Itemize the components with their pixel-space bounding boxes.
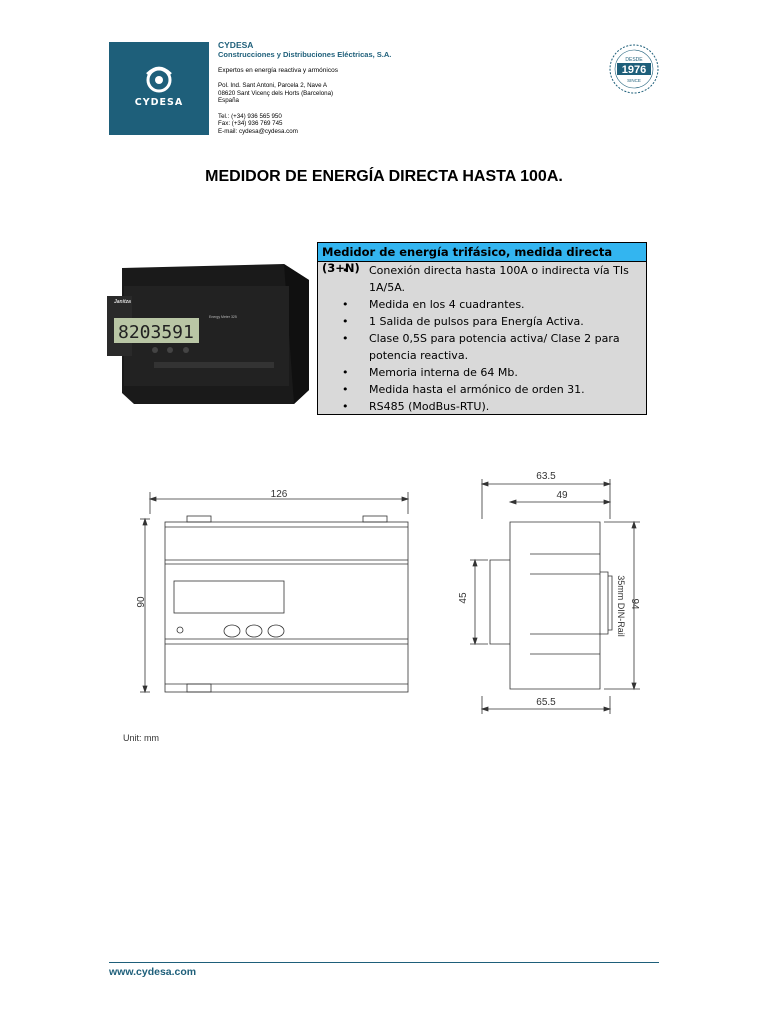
front-view-drawing <box>136 489 408 692</box>
seal-top-text: DESDE <box>625 57 643 63</box>
spec-list <box>318 262 646 415</box>
email-text: E-mail: cydesa@cydesa.com <box>218 127 298 135</box>
meter-display: 8203591 <box>118 322 194 343</box>
energy-meter-photo <box>104 258 314 408</box>
address-line: Pol. Ind. Sant Antoni, Parcela 2, Nave A <box>218 82 328 89</box>
spec-item: • 1 Salida de pulsos para Energía Activa. <box>318 313 646 330</box>
since-1976-seal-icon <box>606 43 662 95</box>
company-name: CYDESA <box>218 40 254 50</box>
phone-text: Tel.: (+34) 936 565 950 <box>218 112 282 120</box>
footer-url[interactable]: www.cydesa.com <box>109 966 197 978</box>
meter-brand: Janitza <box>114 299 131 305</box>
address-line: 08620 Sant Vicenç dels Horts (Barcelona) <box>218 89 334 97</box>
dimension-drawings <box>120 464 640 714</box>
side-total-label: 63.5 <box>536 471 556 482</box>
seal-year: 1976 <box>621 64 647 76</box>
spec-heading: Medidor de energía trifásico, medida directa (3+N) <box>318 243 646 262</box>
spec-item: • RS485 (ModBus-RTU). <box>318 398 646 415</box>
spec-item: • Memoria interna de 64 Mb. <box>318 364 646 381</box>
spec-table <box>317 242 647 415</box>
company-logo <box>109 42 209 135</box>
fax-text: Fax: (+34) 936 769 745 <box>218 120 283 127</box>
logo-text: CYDESA <box>134 97 184 108</box>
address-line: España <box>218 97 239 104</box>
spec-item: • Clase 0,5S para potencia activa/ Clase 2 para potencia reactiva. <box>318 330 646 364</box>
spec-item: • Conexión directa hasta 100A o indirecta vía TIs 1A/5A. <box>318 262 646 296</box>
company-tagline: Expertos en energía reactiva y armónicos <box>218 67 338 74</box>
page-title: MEDIDOR DE ENERGÍA DIRECTA HASTA 100A. <box>205 168 563 185</box>
company-contact <box>218 113 391 136</box>
front-height-label: 90 <box>136 596 147 608</box>
spec-item: • Medida en los 4 cuadrantes. <box>318 296 646 313</box>
side-view-drawing <box>458 471 640 714</box>
side-bottom-label: 65.5 <box>536 697 556 708</box>
company-info <box>218 41 391 135</box>
company-full-name: Construcciones y Distribuciones Eléctricas, S.A. <box>218 50 392 59</box>
company-address <box>218 82 391 105</box>
front-width-label: 126 <box>270 489 288 500</box>
seal-bottom-text: SINCE <box>627 78 641 83</box>
unit-label: Unit: mm <box>123 733 159 743</box>
spec-item: • Medida hasta el armónico de orden 31. <box>318 381 646 398</box>
side-mid-label: 45 <box>458 592 469 604</box>
meter-model: Energy Meter 325 <box>209 315 237 319</box>
side-height-label: 94 <box>629 598 640 610</box>
side-inner-label: 49 <box>556 490 568 501</box>
logo-emblem-icon <box>109 42 209 97</box>
footer-divider <box>109 962 659 963</box>
din-rail-label: 35mm DIN-Rail <box>616 575 626 637</box>
